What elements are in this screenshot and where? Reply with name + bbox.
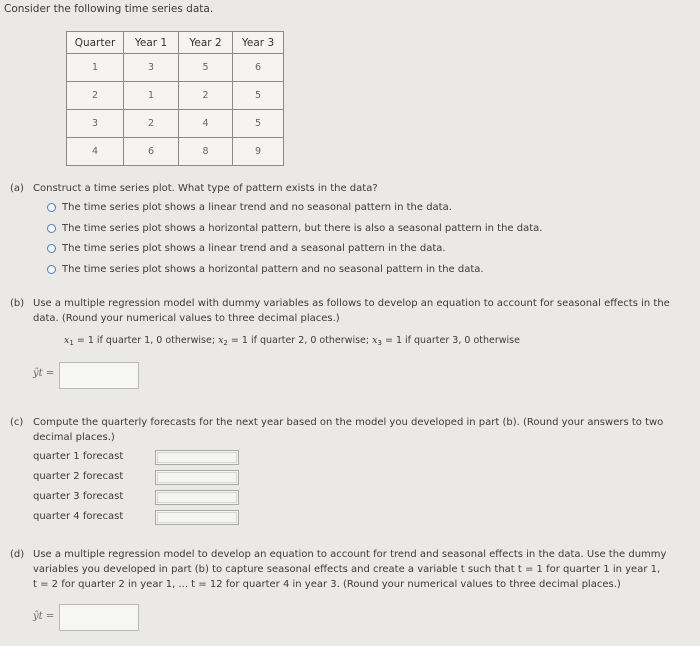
- option-horizontal-no-seasonal[interactable]: [47, 262, 484, 276]
- x2-definition: = 1 if quarter 2, 0 otherwise;: [227, 335, 373, 346]
- column-header: Year 1: [124, 32, 179, 54]
- table-cell: 5: [233, 82, 284, 110]
- part-d-line3: t = 2 for quarter 2 in year 1, ... t = 12 for quarter 4 in year 3. (Round your numerical values to three decimal places.): [33, 579, 621, 590]
- part-b-tag: (b): [10, 298, 25, 309]
- option-label: The time series plot shows a horizontal pattern, but there is also a seasonal pattern in the data.: [62, 222, 543, 234]
- radio-button[interactable]: [47, 244, 56, 253]
- table-header-row: [67, 32, 284, 54]
- dummy-variable-definitions: $x_1 = 1$ if quarter 1, 0 otherwise; $x_2 = 1$ if quarter 2, 0 otherwise; $x_3 = 1$ if quarter 3, 0 otherwise: [64, 335, 520, 347]
- part-d-line2: variables you developed in part (b) to capture seasonal effects and create a variable t such that t = 1 for quarter 1 in year 1,: [33, 564, 661, 575]
- quarter-1-forecast-label: quarter 1 forecast: [33, 451, 124, 462]
- table-cell: 4: [179, 110, 233, 138]
- seasonal-equation-input[interactable]: [59, 362, 139, 389]
- part-c-line2: decimal places.): [33, 432, 115, 443]
- part-d-tag: (d): [10, 549, 25, 560]
- quarter-4-forecast-label: quarter 4 forecast: [33, 511, 124, 522]
- quarter-2-forecast-input[interactable]: [155, 470, 239, 485]
- part-a-prompt: Construct a time series plot. What type of pattern exists in the data?: [33, 183, 378, 194]
- option-label: The time series plot shows a horizontal pattern and no seasonal pattern in the data.: [62, 263, 484, 275]
- option-label: The time series plot shows a linear trend and no seasonal pattern in the data.: [62, 201, 452, 213]
- table-cell: 3: [67, 110, 124, 138]
- table-row: [67, 82, 284, 110]
- option-linear-no-seasonal[interactable]: [47, 200, 452, 214]
- part-d-line1: Use a multiple regression model to develop an equation to account for trend and seasonal effects in the data. Use the dummy: [33, 549, 667, 560]
- table-cell: 3: [124, 54, 179, 82]
- table-cell: 6: [233, 54, 284, 82]
- table-row: [67, 110, 284, 138]
- column-header: Year 3: [233, 32, 284, 54]
- table-cell: 2: [67, 82, 124, 110]
- part-c-line1: Compute the quarterly forecasts for the next year based on the model you developed in part (b). (Round your answers to two: [33, 417, 664, 428]
- table-cell: 8: [179, 138, 233, 166]
- column-header: Year 2: [179, 32, 233, 54]
- x1-definition: = 1 if quarter 1, 0 otherwise;: [73, 335, 219, 346]
- option-linear-seasonal[interactable]: [47, 241, 446, 255]
- table-cell: 5: [233, 110, 284, 138]
- table-cell: 2: [124, 110, 179, 138]
- yhat-label-b: ŷt =: [33, 368, 55, 379]
- table-cell: 4: [67, 138, 124, 166]
- quarter-3-forecast-input[interactable]: [155, 490, 239, 505]
- table-cell: 5: [179, 54, 233, 82]
- table-row: [67, 138, 284, 166]
- table-cell: 1: [67, 54, 124, 82]
- part-b-line1: Use a multiple regression model with dummy variables as follows to develop an equation to account for seasonal effects in the: [33, 298, 670, 309]
- radio-button[interactable]: [47, 203, 56, 212]
- radio-button[interactable]: [47, 224, 56, 233]
- quarter-1-forecast-input[interactable]: [155, 450, 239, 465]
- trend-seasonal-equation-input[interactable]: [59, 604, 139, 631]
- radio-button[interactable]: [47, 265, 56, 274]
- option-label: The time series plot shows a linear trend and a seasonal pattern in the data.: [62, 242, 446, 254]
- part-b-line2: data. (Round your numerical values to three decimal places.): [33, 313, 340, 324]
- table-row: [67, 54, 284, 82]
- yhat-label-d: ŷt =: [33, 611, 55, 622]
- part-a-tag: (a): [10, 183, 24, 194]
- x3-definition: = 1 if quarter 3, 0 otherwise: [381, 335, 520, 346]
- table-cell: 9: [233, 138, 284, 166]
- option-horizontal-seasonal[interactable]: [47, 221, 542, 235]
- part-c-tag: (c): [10, 417, 24, 428]
- table-cell: 6: [124, 138, 179, 166]
- intro-text: Consider the following time series data.: [4, 3, 214, 15]
- table-cell: 2: [179, 82, 233, 110]
- quarter-2-forecast-label: quarter 2 forecast: [33, 471, 124, 482]
- quarter-3-forecast-label: quarter 3 forecast: [33, 491, 124, 502]
- time-series-table: [66, 31, 284, 166]
- table-cell: 1: [124, 82, 179, 110]
- quarter-4-forecast-input[interactable]: [155, 510, 239, 525]
- column-header: Quarter: [67, 32, 124, 54]
